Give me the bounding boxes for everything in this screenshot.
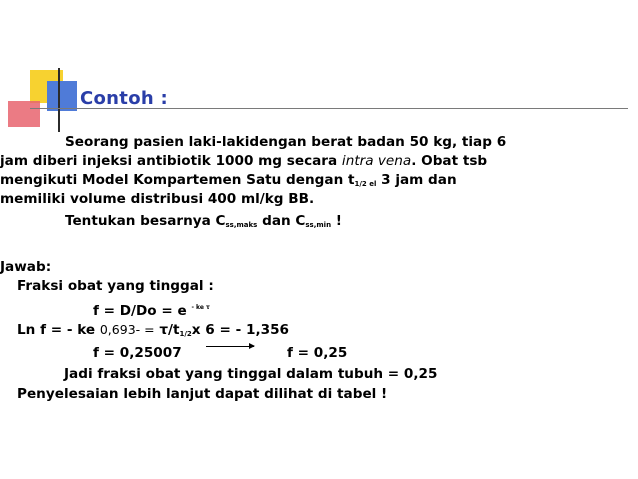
answer-line-4b xyxy=(287,344,347,363)
css-min-subscript: ss,min xyxy=(305,221,332,229)
problem-text-5c: ! xyxy=(331,213,342,229)
problem-text-2b: intra vena xyxy=(341,153,412,169)
problem-text-1: Seorang pasien laki-lakidengan berat badan 50 kg, tiap 6 xyxy=(65,134,507,150)
css-max-subscript: ss,maks xyxy=(225,221,258,229)
answer-text-6: Penyelesaian lebih lanjut dapat dilihat di tabel ! xyxy=(17,386,388,402)
answer-text-1: Fraksi obat yang tinggal : xyxy=(17,278,214,294)
problem-text-2c: . Obat tsb xyxy=(411,153,488,169)
answer-line-2 xyxy=(93,298,210,321)
answer-text-4b: f = 0,25 xyxy=(287,345,348,361)
answer-text-3c: τ/t xyxy=(154,322,180,338)
answer-label xyxy=(0,258,51,277)
answer-line-1 xyxy=(17,277,214,296)
answer-text-3b: 0,693- = xyxy=(99,322,155,337)
problem-text-5a: Tentukan besarnya C xyxy=(65,213,226,229)
problem-line-5 xyxy=(65,212,342,235)
answer-text-4a: f = 0,25007 xyxy=(93,345,182,361)
answer-text-2a: f = D/Do = e xyxy=(93,303,187,319)
answer-text-3a: Ln f = - ke xyxy=(17,322,96,338)
problem-text-3b: 3 jam dan xyxy=(376,172,457,188)
exponent-superscript: - ke τ xyxy=(191,304,210,311)
problem-line-1 xyxy=(65,133,506,152)
answer-line-4a xyxy=(93,344,182,363)
answer-text-5: Jadi fraksi obat yang tinggal dalam tubuh = 0,25 xyxy=(64,366,438,382)
answer-line-6 xyxy=(17,385,387,404)
answer-line-5 xyxy=(64,365,437,384)
problem-text-4: memiliki volume distribusi 400 ml/kg BB. xyxy=(0,191,315,207)
answer-label-text: Jawab: xyxy=(0,259,52,275)
answer-line-3 xyxy=(17,320,289,344)
problem-text-3a: mengikuti Model Kompartemen Satu dengan t xyxy=(0,172,355,188)
problem-text-5b: dan C xyxy=(257,213,306,229)
t-half-subscript: 1/2 xyxy=(179,330,192,338)
slide-title: Contoh : xyxy=(80,88,169,109)
problem-text-2a: jam diberi injeksi antibiotik 1000 mg secara xyxy=(0,153,342,169)
answer-text-3d: x 6 = - 1,356 xyxy=(191,322,289,338)
right-arrow-icon xyxy=(206,346,254,347)
problem-line-4 xyxy=(0,190,314,209)
problem-line-2 xyxy=(0,152,487,171)
half-life-subscript: 1/2 el xyxy=(354,180,377,188)
